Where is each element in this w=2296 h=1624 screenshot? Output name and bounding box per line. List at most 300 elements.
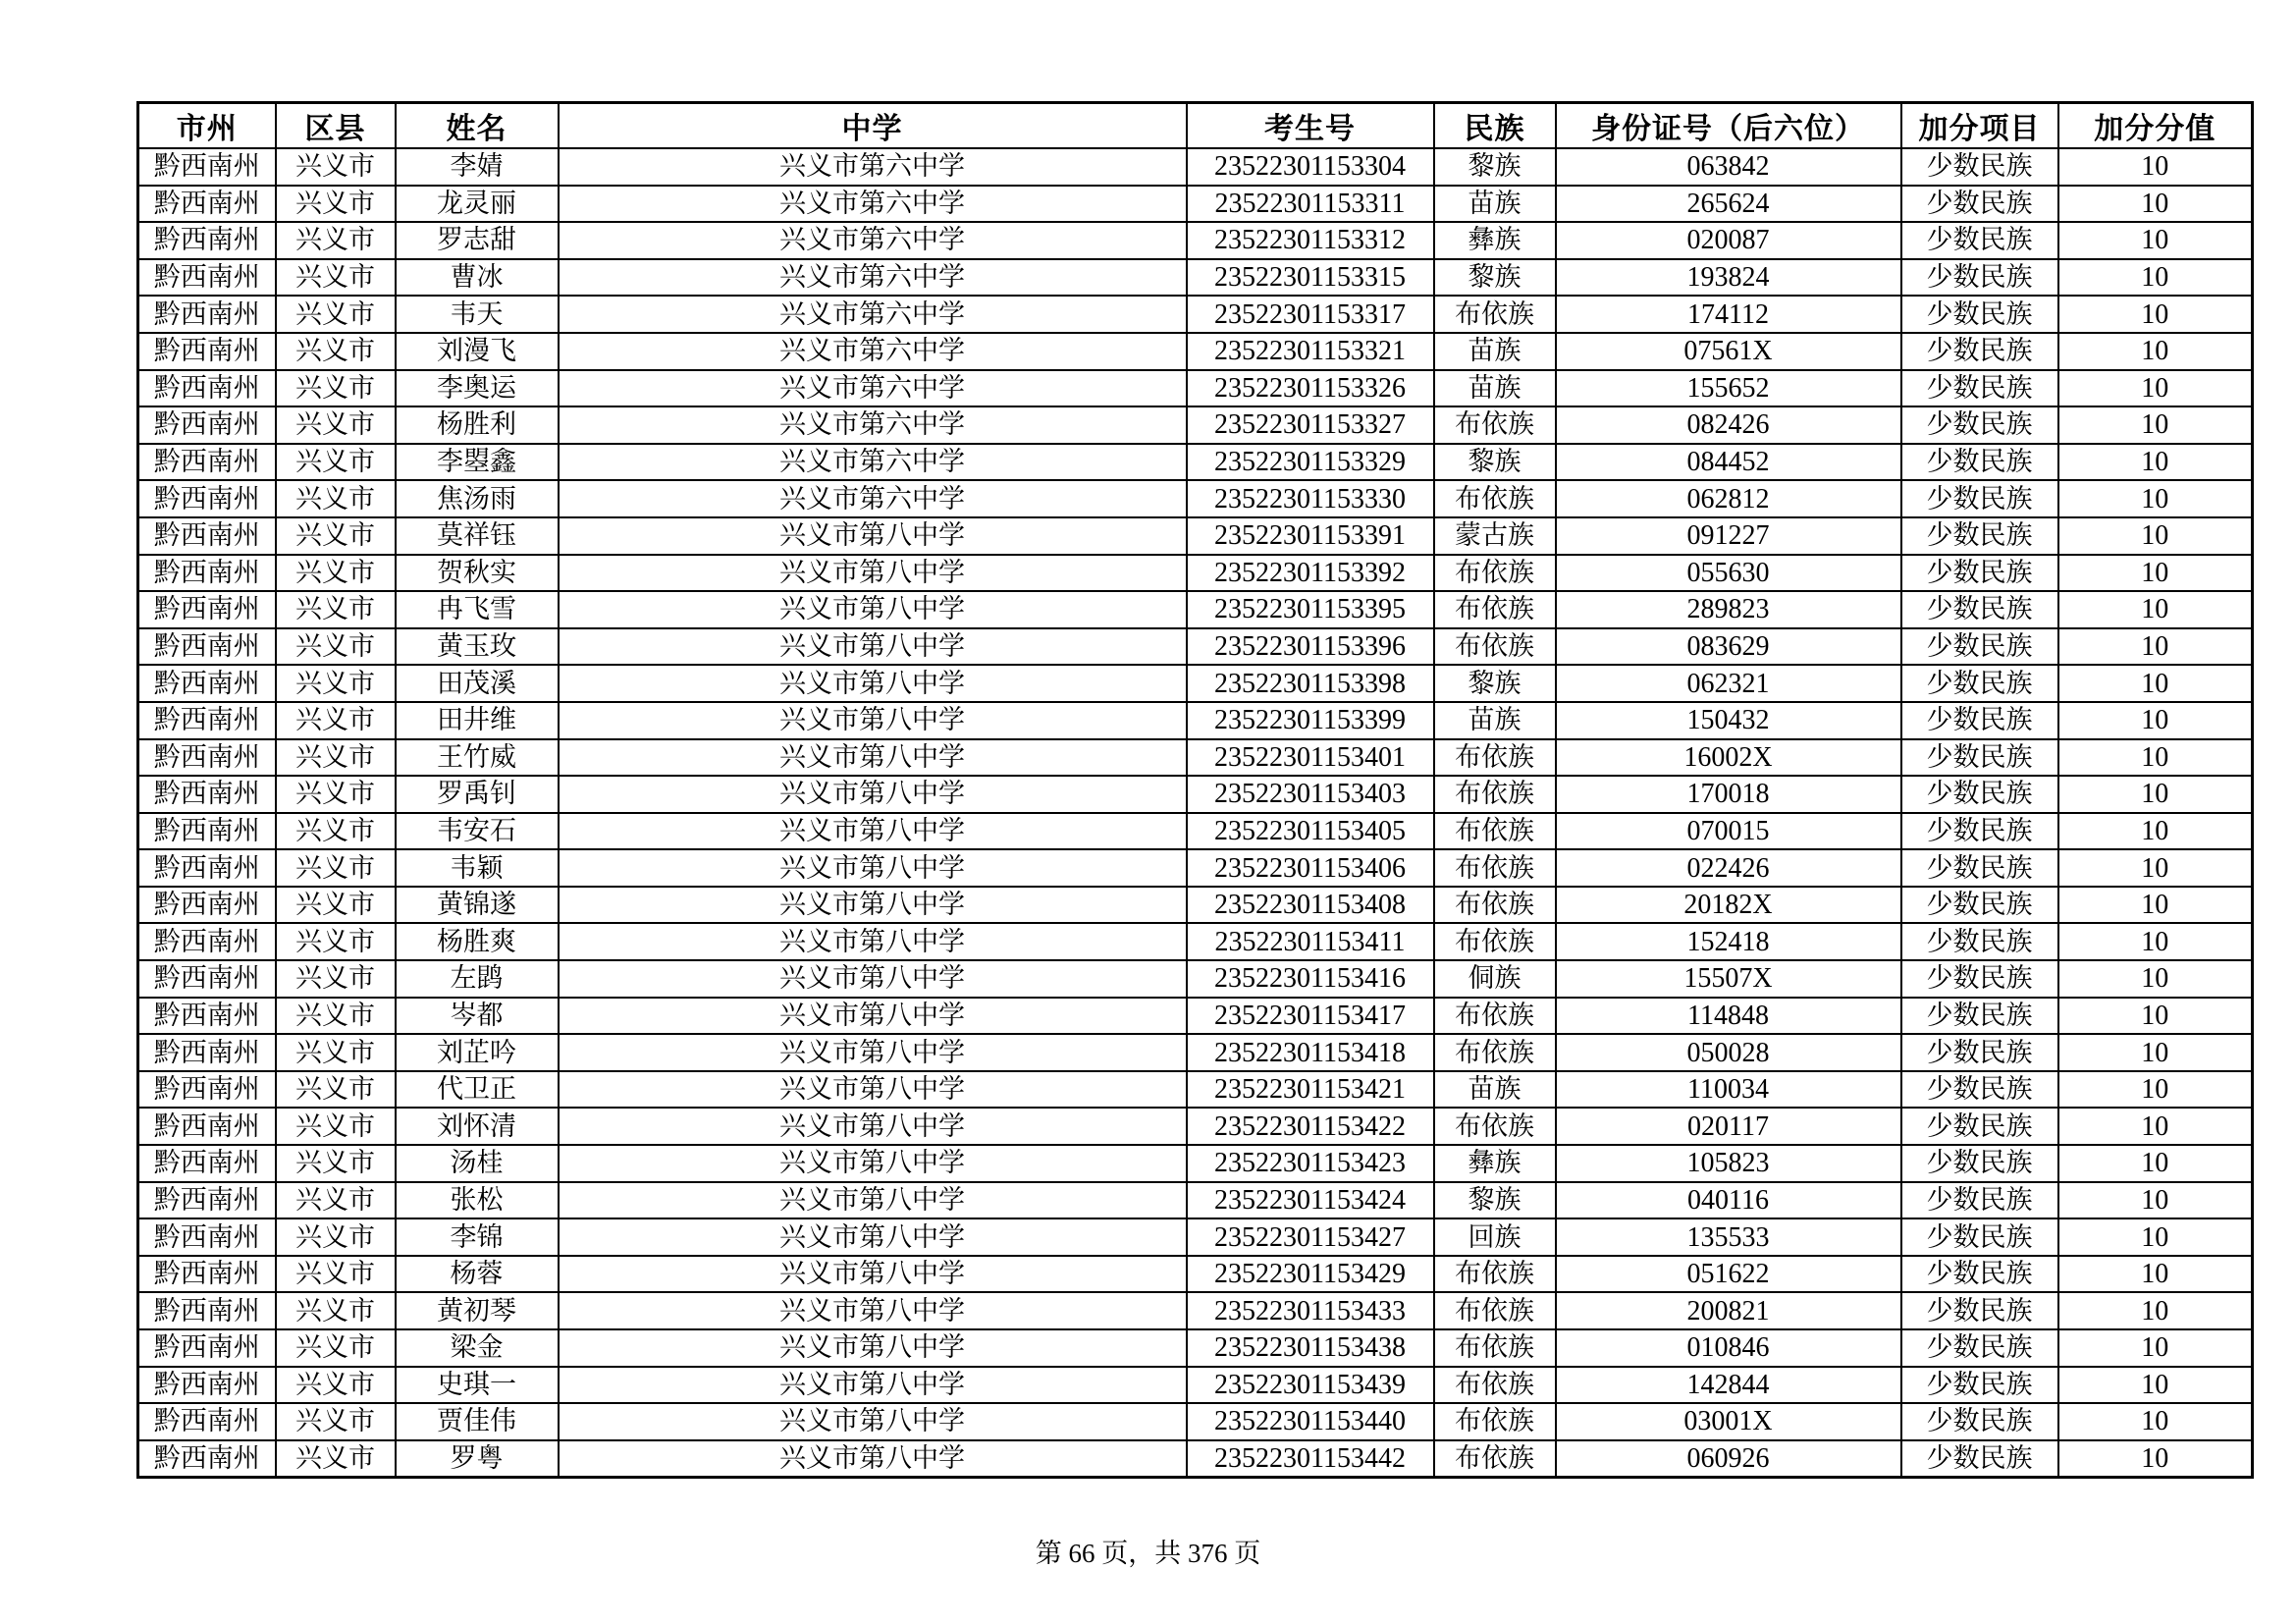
cell-county: 兴义市 (276, 776, 396, 813)
cell-bonus-points: 10 (2058, 259, 2253, 297)
cell-county: 兴义市 (276, 555, 396, 592)
page-number-footer: 第 66 页，共 376 页 (1035, 1539, 1261, 1568)
cell-bonus-points: 10 (2058, 1182, 2253, 1219)
cell-school: 兴义市第六中学 (559, 148, 1187, 186)
cell-school: 兴义市第八中学 (559, 923, 1187, 960)
cell-county: 兴义市 (276, 1145, 396, 1182)
cell-school: 兴义市第八中学 (559, 960, 1187, 998)
cell-county: 兴义市 (276, 186, 396, 223)
cell-exam-number: 23522301153421 (1187, 1071, 1434, 1109)
table-row (138, 1071, 2253, 1109)
cell-exam-number: 23522301153399 (1187, 702, 1434, 739)
cell-county: 兴义市 (276, 1182, 396, 1219)
cell-county: 兴义市 (276, 1218, 396, 1256)
cell-bonus-points: 10 (2058, 1403, 2253, 1440)
cell-bonus-points: 10 (2058, 923, 2253, 960)
cell-exam-number: 23522301153439 (1187, 1367, 1434, 1404)
cell-county: 兴义市 (276, 702, 396, 739)
cell-school: 兴义市第八中学 (559, 1218, 1187, 1256)
cell-exam-number: 23522301153406 (1187, 849, 1434, 887)
cell-ethnicity: 彝族 (1434, 222, 1556, 259)
cell-name: 罗粤 (396, 1440, 559, 1478)
table-row (138, 1367, 2253, 1404)
cell-city: 黔西南州 (138, 333, 276, 370)
cell-id-last-six: 114848 (1556, 998, 1901, 1035)
cell-exam-number: 23522301153429 (1187, 1256, 1434, 1293)
cell-exam-number: 23522301153330 (1187, 480, 1434, 517)
cell-bonus-points: 10 (2058, 1292, 2253, 1329)
cell-name: 贺秋实 (396, 555, 559, 592)
cell-bonus-item: 少数民族 (1901, 1440, 2058, 1478)
cell-exam-number: 23522301153424 (1187, 1182, 1434, 1219)
cell-name: 李锦 (396, 1218, 559, 1256)
cell-bonus-points: 10 (2058, 296, 2253, 333)
table-row (138, 960, 2253, 998)
cell-bonus-points: 10 (2058, 849, 2253, 887)
cell-id-last-six: 062812 (1556, 480, 1901, 517)
cell-id-last-six: 050028 (1556, 1034, 1901, 1071)
cell-name: 李婧 (396, 148, 559, 186)
cell-name: 田井维 (396, 702, 559, 739)
cell-name: 刘怀清 (396, 1108, 559, 1145)
cell-bonus-points: 10 (2058, 628, 2253, 666)
cell-name: 焦汤雨 (396, 480, 559, 517)
cell-bonus-item: 少数民族 (1901, 887, 2058, 924)
cell-bonus-points: 10 (2058, 444, 2253, 481)
cell-county: 兴义市 (276, 887, 396, 924)
cell-county: 兴义市 (276, 333, 396, 370)
header-bonus-points: 加分分值 (2058, 103, 2253, 149)
cell-exam-number: 23522301153398 (1187, 665, 1434, 702)
cell-bonus-item: 少数民族 (1901, 776, 2058, 813)
table-row (138, 222, 2253, 259)
cell-city: 黔西南州 (138, 998, 276, 1035)
cell-exam-number: 23522301153422 (1187, 1108, 1434, 1145)
cell-exam-number: 23522301153401 (1187, 739, 1434, 777)
cell-bonus-item: 少数民族 (1901, 1145, 2058, 1182)
cell-name: 韦天 (396, 296, 559, 333)
cell-city: 黔西南州 (138, 813, 276, 850)
cell-school: 兴义市第八中学 (559, 739, 1187, 777)
cell-bonus-points: 10 (2058, 591, 2253, 628)
cell-ethnicity: 布依族 (1434, 813, 1556, 850)
table-header-row (138, 103, 2253, 149)
cell-school: 兴义市第八中学 (559, 1367, 1187, 1404)
cell-ethnicity: 布依族 (1434, 998, 1556, 1035)
cell-county: 兴义市 (276, 370, 396, 407)
cell-city: 黔西南州 (138, 591, 276, 628)
table-row (138, 517, 2253, 555)
cell-city: 黔西南州 (138, 665, 276, 702)
cell-school: 兴义市第八中学 (559, 628, 1187, 666)
cell-name: 李奥运 (396, 370, 559, 407)
cell-bonus-points: 10 (2058, 1034, 2253, 1071)
cell-ethnicity: 布依族 (1434, 480, 1556, 517)
cell-name: 冉飞雪 (396, 591, 559, 628)
table-row (138, 1034, 2253, 1071)
cell-county: 兴义市 (276, 849, 396, 887)
table-row (138, 665, 2253, 702)
cell-school: 兴义市第八中学 (559, 1182, 1187, 1219)
cell-id-last-six: 170018 (1556, 776, 1901, 813)
table-row (138, 739, 2253, 777)
cell-city: 黔西南州 (138, 1145, 276, 1182)
cell-city: 黔西南州 (138, 1440, 276, 1478)
cell-bonus-points: 10 (2058, 813, 2253, 850)
table-row (138, 148, 2253, 186)
cell-city: 黔西南州 (138, 480, 276, 517)
cell-name: 田茂溪 (396, 665, 559, 702)
cell-bonus-item: 少数民族 (1901, 480, 2058, 517)
cell-bonus-item: 少数民族 (1901, 702, 2058, 739)
cell-county: 兴义市 (276, 1108, 396, 1145)
cell-county: 兴义市 (276, 1403, 396, 1440)
cell-exam-number: 23522301153403 (1187, 776, 1434, 813)
cell-county: 兴义市 (276, 998, 396, 1035)
cell-exam-number: 23522301153311 (1187, 186, 1434, 223)
cell-ethnicity: 苗族 (1434, 333, 1556, 370)
cell-id-last-six: 155652 (1556, 370, 1901, 407)
cell-school: 兴义市第八中学 (559, 1071, 1187, 1109)
header-bonus-item: 加分项目 (1901, 103, 2058, 149)
table-row (138, 259, 2253, 297)
cell-ethnicity: 黎族 (1434, 665, 1556, 702)
cell-name: 杨胜利 (396, 406, 559, 444)
cell-id-last-six: 174112 (1556, 296, 1901, 333)
cell-bonus-item: 少数民族 (1901, 555, 2058, 592)
cell-bonus-item: 少数民族 (1901, 665, 2058, 702)
cell-id-last-six: 091227 (1556, 517, 1901, 555)
header-school: 中学 (559, 103, 1187, 149)
cell-exam-number: 23522301153329 (1187, 444, 1434, 481)
cell-name: 贾佳伟 (396, 1403, 559, 1440)
cell-county: 兴义市 (276, 628, 396, 666)
cell-exam-number: 23522301153418 (1187, 1034, 1434, 1071)
cell-bonus-points: 10 (2058, 702, 2253, 739)
cell-school: 兴义市第六中学 (559, 333, 1187, 370)
cell-id-last-six: 265624 (1556, 186, 1901, 223)
cell-id-last-six: 020087 (1556, 222, 1901, 259)
table-row (138, 702, 2253, 739)
cell-bonus-item: 少数民族 (1901, 591, 2058, 628)
cell-ethnicity: 苗族 (1434, 1071, 1556, 1109)
cell-county: 兴义市 (276, 1440, 396, 1478)
cell-bonus-points: 10 (2058, 555, 2253, 592)
cell-county: 兴义市 (276, 444, 396, 481)
cell-bonus-points: 10 (2058, 1218, 2253, 1256)
cell-bonus-item: 少数民族 (1901, 517, 2058, 555)
cell-county: 兴义市 (276, 665, 396, 702)
cell-city: 黔西南州 (138, 222, 276, 259)
cell-school: 兴义市第六中学 (559, 406, 1187, 444)
cell-id-last-six: 082426 (1556, 406, 1901, 444)
cell-bonus-item: 少数民族 (1901, 998, 2058, 1035)
cell-school: 兴义市第八中学 (559, 1145, 1187, 1182)
cell-ethnicity: 侗族 (1434, 960, 1556, 998)
cell-ethnicity: 彝族 (1434, 1145, 1556, 1182)
cell-bonus-item: 少数民族 (1901, 1034, 2058, 1071)
cell-school: 兴义市第八中学 (559, 849, 1187, 887)
table-body (138, 148, 2253, 1478)
cell-ethnicity: 布依族 (1434, 555, 1556, 592)
cell-exam-number: 23522301153416 (1187, 960, 1434, 998)
cell-name: 岑都 (396, 998, 559, 1035)
cell-id-last-six: 03001X (1556, 1403, 1901, 1440)
cell-ethnicity: 布依族 (1434, 849, 1556, 887)
cell-exam-number: 23522301153327 (1187, 406, 1434, 444)
cell-id-last-six: 16002X (1556, 739, 1901, 777)
cell-city: 黔西南州 (138, 702, 276, 739)
cell-bonus-item: 少数民族 (1901, 222, 2058, 259)
cell-school: 兴义市第六中学 (559, 259, 1187, 297)
cell-bonus-points: 10 (2058, 739, 2253, 777)
cell-ethnicity: 布依族 (1434, 776, 1556, 813)
cell-exam-number: 23522301153417 (1187, 998, 1434, 1035)
cell-city: 黔西南州 (138, 1182, 276, 1219)
cell-exam-number: 23522301153433 (1187, 1292, 1434, 1329)
header-id-last-six: 身份证号（后六位） (1556, 103, 1901, 149)
cell-name: 罗志甜 (396, 222, 559, 259)
cell-bonus-item: 少数民族 (1901, 370, 2058, 407)
cell-bonus-points: 10 (2058, 406, 2253, 444)
cell-school: 兴义市第八中学 (559, 665, 1187, 702)
cell-ethnicity: 蒙古族 (1434, 517, 1556, 555)
cell-county: 兴义市 (276, 296, 396, 333)
cell-bonus-item: 少数民族 (1901, 1218, 2058, 1256)
cell-county: 兴义市 (276, 591, 396, 628)
cell-name: 黄初琴 (396, 1292, 559, 1329)
table-row (138, 296, 2253, 333)
cell-ethnicity: 布依族 (1434, 1367, 1556, 1404)
cell-school: 兴义市第八中学 (559, 887, 1187, 924)
table-row (138, 1182, 2253, 1219)
cell-county: 兴义市 (276, 960, 396, 998)
cell-id-last-six: 020117 (1556, 1108, 1901, 1145)
cell-ethnicity: 布依族 (1434, 1403, 1556, 1440)
cell-exam-number: 23522301153411 (1187, 923, 1434, 960)
cell-bonus-points: 10 (2058, 1108, 2253, 1145)
cell-name: 韦安石 (396, 813, 559, 850)
cell-bonus-points: 10 (2058, 1145, 2253, 1182)
cell-bonus-item: 少数民族 (1901, 259, 2058, 297)
cell-city: 黔西南州 (138, 296, 276, 333)
cell-exam-number: 23522301153427 (1187, 1218, 1434, 1256)
cell-bonus-item: 少数民族 (1901, 960, 2058, 998)
table-row (138, 186, 2253, 223)
cell-ethnicity: 苗族 (1434, 186, 1556, 223)
cell-exam-number: 23522301153395 (1187, 591, 1434, 628)
cell-exam-number: 23522301153423 (1187, 1145, 1434, 1182)
cell-school: 兴义市第八中学 (559, 1034, 1187, 1071)
cell-school: 兴义市第八中学 (559, 1440, 1187, 1478)
cell-id-last-six: 063842 (1556, 148, 1901, 186)
cell-county: 兴义市 (276, 1292, 396, 1329)
cell-school: 兴义市第六中学 (559, 296, 1187, 333)
cell-county: 兴义市 (276, 406, 396, 444)
cell-name: 代卫正 (396, 1071, 559, 1109)
cell-ethnicity: 布依族 (1434, 1329, 1556, 1367)
cell-id-last-six: 135533 (1556, 1218, 1901, 1256)
cell-bonus-item: 少数民族 (1901, 406, 2058, 444)
cell-name: 张松 (396, 1182, 559, 1219)
cell-city: 黔西南州 (138, 849, 276, 887)
cell-name: 刘芷吟 (396, 1034, 559, 1071)
cell-city: 黔西南州 (138, 1108, 276, 1145)
cell-school: 兴义市第六中学 (559, 480, 1187, 517)
cell-bonus-points: 10 (2058, 1440, 2253, 1478)
cell-exam-number: 23522301153442 (1187, 1440, 1434, 1478)
cell-city: 黔西南州 (138, 1256, 276, 1293)
cell-id-last-six: 152418 (1556, 923, 1901, 960)
cell-city: 黔西南州 (138, 1071, 276, 1109)
cell-exam-number: 23522301153321 (1187, 333, 1434, 370)
cell-county: 兴义市 (276, 259, 396, 297)
cell-bonus-item: 少数民族 (1901, 849, 2058, 887)
table-row (138, 591, 2253, 628)
cell-bonus-points: 10 (2058, 1329, 2253, 1367)
cell-bonus-item: 少数民族 (1901, 1367, 2058, 1404)
cell-bonus-points: 10 (2058, 370, 2253, 407)
bonus-points-table (136, 101, 2254, 1479)
cell-bonus-item: 少数民族 (1901, 444, 2058, 481)
cell-city: 黔西南州 (138, 887, 276, 924)
cell-name: 李曌鑫 (396, 444, 559, 481)
cell-county: 兴义市 (276, 739, 396, 777)
cell-school: 兴义市第八中学 (559, 517, 1187, 555)
cell-city: 黔西南州 (138, 628, 276, 666)
cell-bonus-points: 10 (2058, 148, 2253, 186)
cell-bonus-item: 少数民族 (1901, 813, 2058, 850)
cell-city: 黔西南州 (138, 555, 276, 592)
table-row (138, 1440, 2253, 1478)
cell-id-last-six: 055630 (1556, 555, 1901, 592)
cell-ethnicity: 布依族 (1434, 887, 1556, 924)
cell-id-last-six: 062321 (1556, 665, 1901, 702)
cell-name: 杨蓉 (396, 1256, 559, 1293)
cell-bonus-item: 少数民族 (1901, 333, 2058, 370)
cell-ethnicity: 回族 (1434, 1218, 1556, 1256)
table-row (138, 998, 2253, 1035)
cell-school: 兴义市第六中学 (559, 370, 1187, 407)
cell-ethnicity: 布依族 (1434, 923, 1556, 960)
cell-ethnicity: 布依族 (1434, 1108, 1556, 1145)
cell-school: 兴义市第八中学 (559, 1108, 1187, 1145)
cell-exam-number: 23522301153312 (1187, 222, 1434, 259)
cell-id-last-six: 289823 (1556, 591, 1901, 628)
cell-name: 左鹍 (396, 960, 559, 998)
cell-exam-number: 23522301153405 (1187, 813, 1434, 850)
cell-bonus-item: 少数民族 (1901, 186, 2058, 223)
cell-id-last-six: 07561X (1556, 333, 1901, 370)
cell-city: 黔西南州 (138, 1403, 276, 1440)
cell-bonus-points: 10 (2058, 960, 2253, 998)
cell-bonus-points: 10 (2058, 665, 2253, 702)
cell-school: 兴义市第八中学 (559, 1256, 1187, 1293)
cell-exam-number: 23522301153408 (1187, 887, 1434, 924)
table-row (138, 628, 2253, 666)
cell-bonus-item: 少数民族 (1901, 1329, 2058, 1367)
cell-name: 罗禹钊 (396, 776, 559, 813)
cell-county: 兴义市 (276, 148, 396, 186)
cell-bonus-item: 少数民族 (1901, 1292, 2058, 1329)
table-row (138, 1403, 2253, 1440)
cell-bonus-points: 10 (2058, 186, 2253, 223)
cell-id-last-six: 083629 (1556, 628, 1901, 666)
table-row (138, 480, 2253, 517)
table-row (138, 406, 2253, 444)
cell-bonus-item: 少数民族 (1901, 1108, 2058, 1145)
cell-county: 兴义市 (276, 517, 396, 555)
cell-bonus-item: 少数民族 (1901, 1256, 2058, 1293)
cell-city: 黔西南州 (138, 923, 276, 960)
cell-ethnicity: 黎族 (1434, 444, 1556, 481)
cell-city: 黔西南州 (138, 739, 276, 777)
cell-name: 王竹威 (396, 739, 559, 777)
cell-ethnicity: 布依族 (1434, 296, 1556, 333)
cell-county: 兴义市 (276, 1256, 396, 1293)
cell-name: 梁金 (396, 1329, 559, 1367)
cell-exam-number: 23522301153440 (1187, 1403, 1434, 1440)
cell-ethnicity: 布依族 (1434, 1292, 1556, 1329)
table-row (138, 1256, 2253, 1293)
cell-id-last-six: 084452 (1556, 444, 1901, 481)
cell-exam-number: 23522301153304 (1187, 148, 1434, 186)
table-row (138, 444, 2253, 481)
cell-school: 兴义市第八中学 (559, 813, 1187, 850)
cell-bonus-item: 少数民族 (1901, 628, 2058, 666)
cell-id-last-six: 060926 (1556, 1440, 1901, 1478)
cell-city: 黔西南州 (138, 370, 276, 407)
cell-county: 兴义市 (276, 222, 396, 259)
cell-school: 兴义市第八中学 (559, 555, 1187, 592)
cell-ethnicity: 布依族 (1434, 739, 1556, 777)
header-city: 市州 (138, 103, 276, 149)
cell-name: 史琪一 (396, 1367, 559, 1404)
cell-id-last-six: 110034 (1556, 1071, 1901, 1109)
cell-id-last-six: 040116 (1556, 1182, 1901, 1219)
cell-bonus-item: 少数民族 (1901, 296, 2058, 333)
cell-id-last-six: 051622 (1556, 1256, 1901, 1293)
cell-school: 兴义市第八中学 (559, 702, 1187, 739)
cell-bonus-points: 10 (2058, 222, 2253, 259)
cell-name: 黄玉玫 (396, 628, 559, 666)
cell-id-last-six: 142844 (1556, 1367, 1901, 1404)
cell-name: 龙灵丽 (396, 186, 559, 223)
cell-county: 兴义市 (276, 813, 396, 850)
header-ethnicity: 民族 (1434, 103, 1556, 149)
cell-school: 兴义市第八中学 (559, 1329, 1187, 1367)
cell-id-last-six: 010846 (1556, 1329, 1901, 1367)
cell-city: 黔西南州 (138, 1034, 276, 1071)
table-row (138, 776, 2253, 813)
cell-exam-number: 23522301153391 (1187, 517, 1434, 555)
header-exam-number: 考生号 (1187, 103, 1434, 149)
cell-ethnicity: 布依族 (1434, 406, 1556, 444)
cell-county: 兴义市 (276, 1367, 396, 1404)
cell-city: 黔西南州 (138, 1367, 276, 1404)
cell-city: 黔西南州 (138, 1329, 276, 1367)
cell-ethnicity: 布依族 (1434, 1440, 1556, 1478)
cell-county: 兴义市 (276, 1071, 396, 1109)
cell-city: 黔西南州 (138, 1292, 276, 1329)
cell-city: 黔西南州 (138, 1218, 276, 1256)
cell-bonus-item: 少数民族 (1901, 1403, 2058, 1440)
cell-bonus-points: 10 (2058, 333, 2253, 370)
table-row (138, 849, 2253, 887)
table-row (138, 1145, 2253, 1182)
cell-exam-number: 23522301153392 (1187, 555, 1434, 592)
cell-school: 兴义市第八中学 (559, 1403, 1187, 1440)
